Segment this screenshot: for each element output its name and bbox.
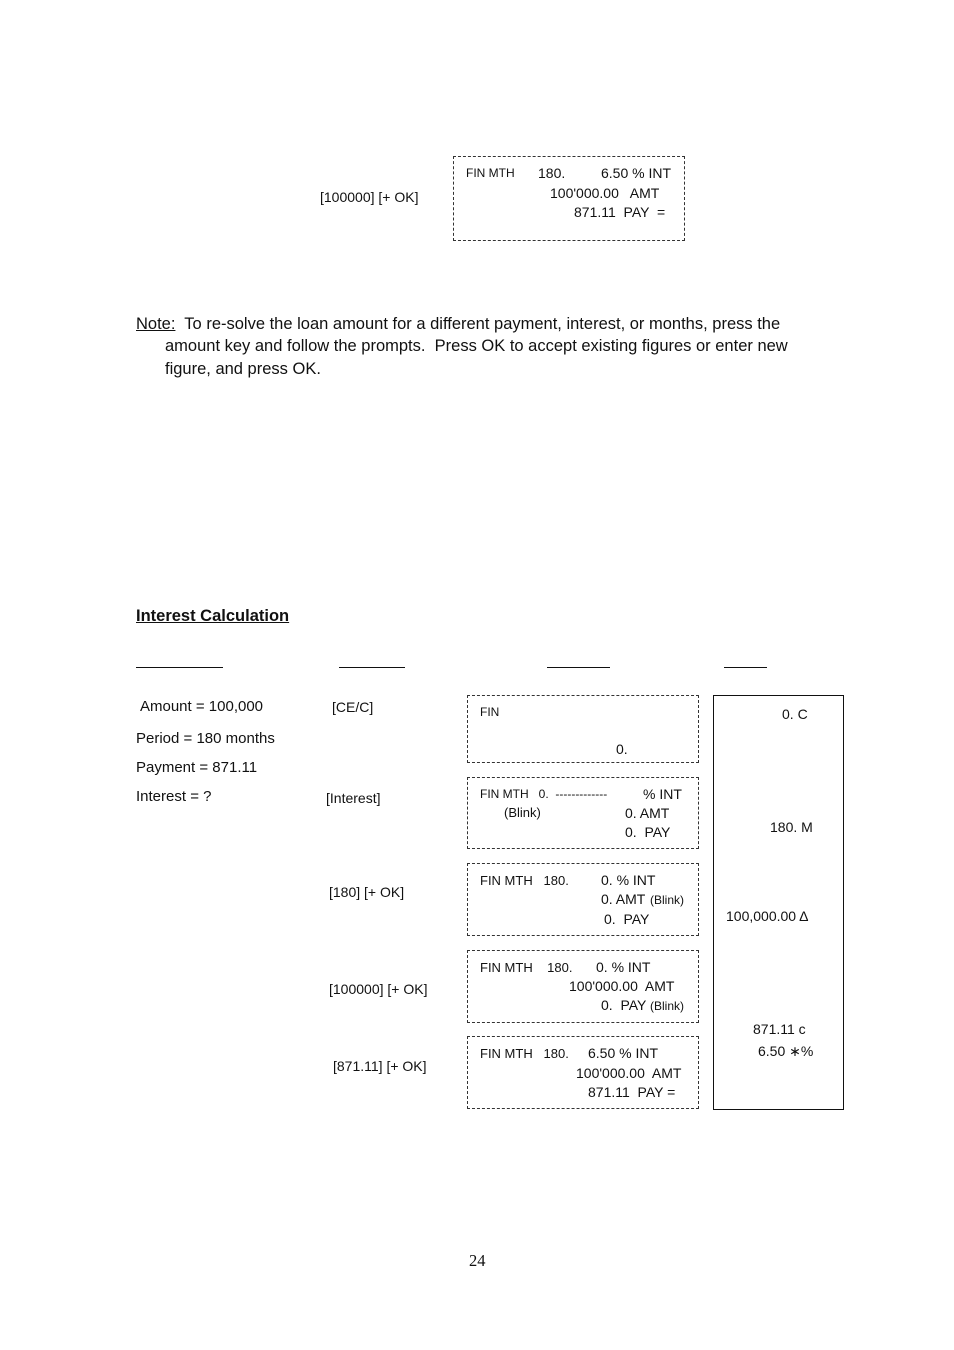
key-step-5: [871.11] [+ OK] — [333, 1058, 427, 1074]
note-line-1: To re-solve the loan amount for a different payment, interest, or months, press the — [175, 315, 781, 333]
key-step-4: [100000] [+ OK] — [329, 981, 428, 997]
column-header-rule-keys — [339, 667, 405, 668]
display-5-line-1: FIN MTH 180. — [480, 1046, 569, 1061]
display-2-interest: % INT — [643, 786, 682, 802]
note-line-3: figure, and press OK. — [165, 360, 321, 378]
tape-line-payment: 871.11 c — [753, 1021, 806, 1037]
display-5-interest: 6.50 % INT — [588, 1045, 659, 1061]
display-4-line-1: FIN MTH 180. — [480, 960, 573, 975]
top-key-sequence: [100000] [+ OK] — [320, 189, 419, 205]
column-header-rule-display — [547, 667, 610, 668]
input-amount: Amount = 100,000 — [140, 698, 264, 715]
tape-line-months: 180. M — [770, 819, 813, 835]
column-header-rule-inputs — [136, 667, 223, 668]
key-step-3: [180] [+ OK] — [329, 884, 405, 900]
note-paragraph — [136, 315, 780, 334]
display-4-interest: 0. % INT — [596, 959, 651, 975]
display-2-line-1: FIN MTH 0. ------------- — [480, 787, 608, 801]
tape-line-amount: 100,000.00 Δ — [726, 908, 809, 924]
input-period: Period = 180 months — [136, 730, 275, 747]
note-label: Note: — [136, 315, 176, 333]
display-3-blink: (Blink) — [650, 893, 685, 907]
display-2-amount: 0. AMT — [625, 805, 670, 821]
key-step-1: [CE/C] — [332, 699, 374, 715]
top-display-mode: FIN MTH — [466, 166, 515, 180]
input-payment: Payment = 871.11 — [136, 759, 258, 776]
display-3-payment: 0. PAY — [604, 911, 650, 927]
display-1-value: 0. — [616, 741, 628, 757]
display-2-payment: 0. PAY — [625, 824, 671, 840]
display-3-line-1: FIN MTH 180. — [480, 873, 569, 888]
top-display-amount: 100'000.00 AMT — [550, 185, 660, 201]
display-4-payment: 0. PAY — [601, 997, 647, 1013]
display-2-blink: (Blink) — [504, 805, 541, 820]
top-display-payment: 871.11 PAY = — [574, 204, 666, 220]
input-interest: Interest = ? — [136, 788, 212, 805]
display-1-mode: FIN — [480, 705, 500, 719]
display-3-interest: 0. % INT — [601, 872, 656, 888]
column-header-rule-tape — [724, 667, 767, 668]
tape-line-clear: 0. C — [782, 706, 808, 722]
tape-line-interest: 6.50 ∗% — [758, 1043, 814, 1059]
display-5-payment: 871.11 PAY = — [588, 1084, 676, 1100]
top-display-months: 180. — [538, 165, 566, 181]
top-display-interest: 6.50 % INT — [601, 165, 672, 181]
page-number: 24 — [469, 1251, 486, 1270]
note-line-2: amount key and follow the prompts. Press OK to accept existing figures or enter new — [165, 337, 788, 355]
lcd-display-step-1 — [467, 695, 699, 763]
key-step-2: [Interest] — [326, 790, 381, 806]
section-title: Interest Calculation — [136, 607, 290, 625]
display-4-amount: 100'000.00 AMT — [569, 978, 675, 994]
display-5-amount: 100'000.00 AMT — [576, 1065, 682, 1081]
display-4-blink: (Blink) — [650, 999, 685, 1013]
display-3-amount: 0. AMT — [601, 891, 646, 907]
